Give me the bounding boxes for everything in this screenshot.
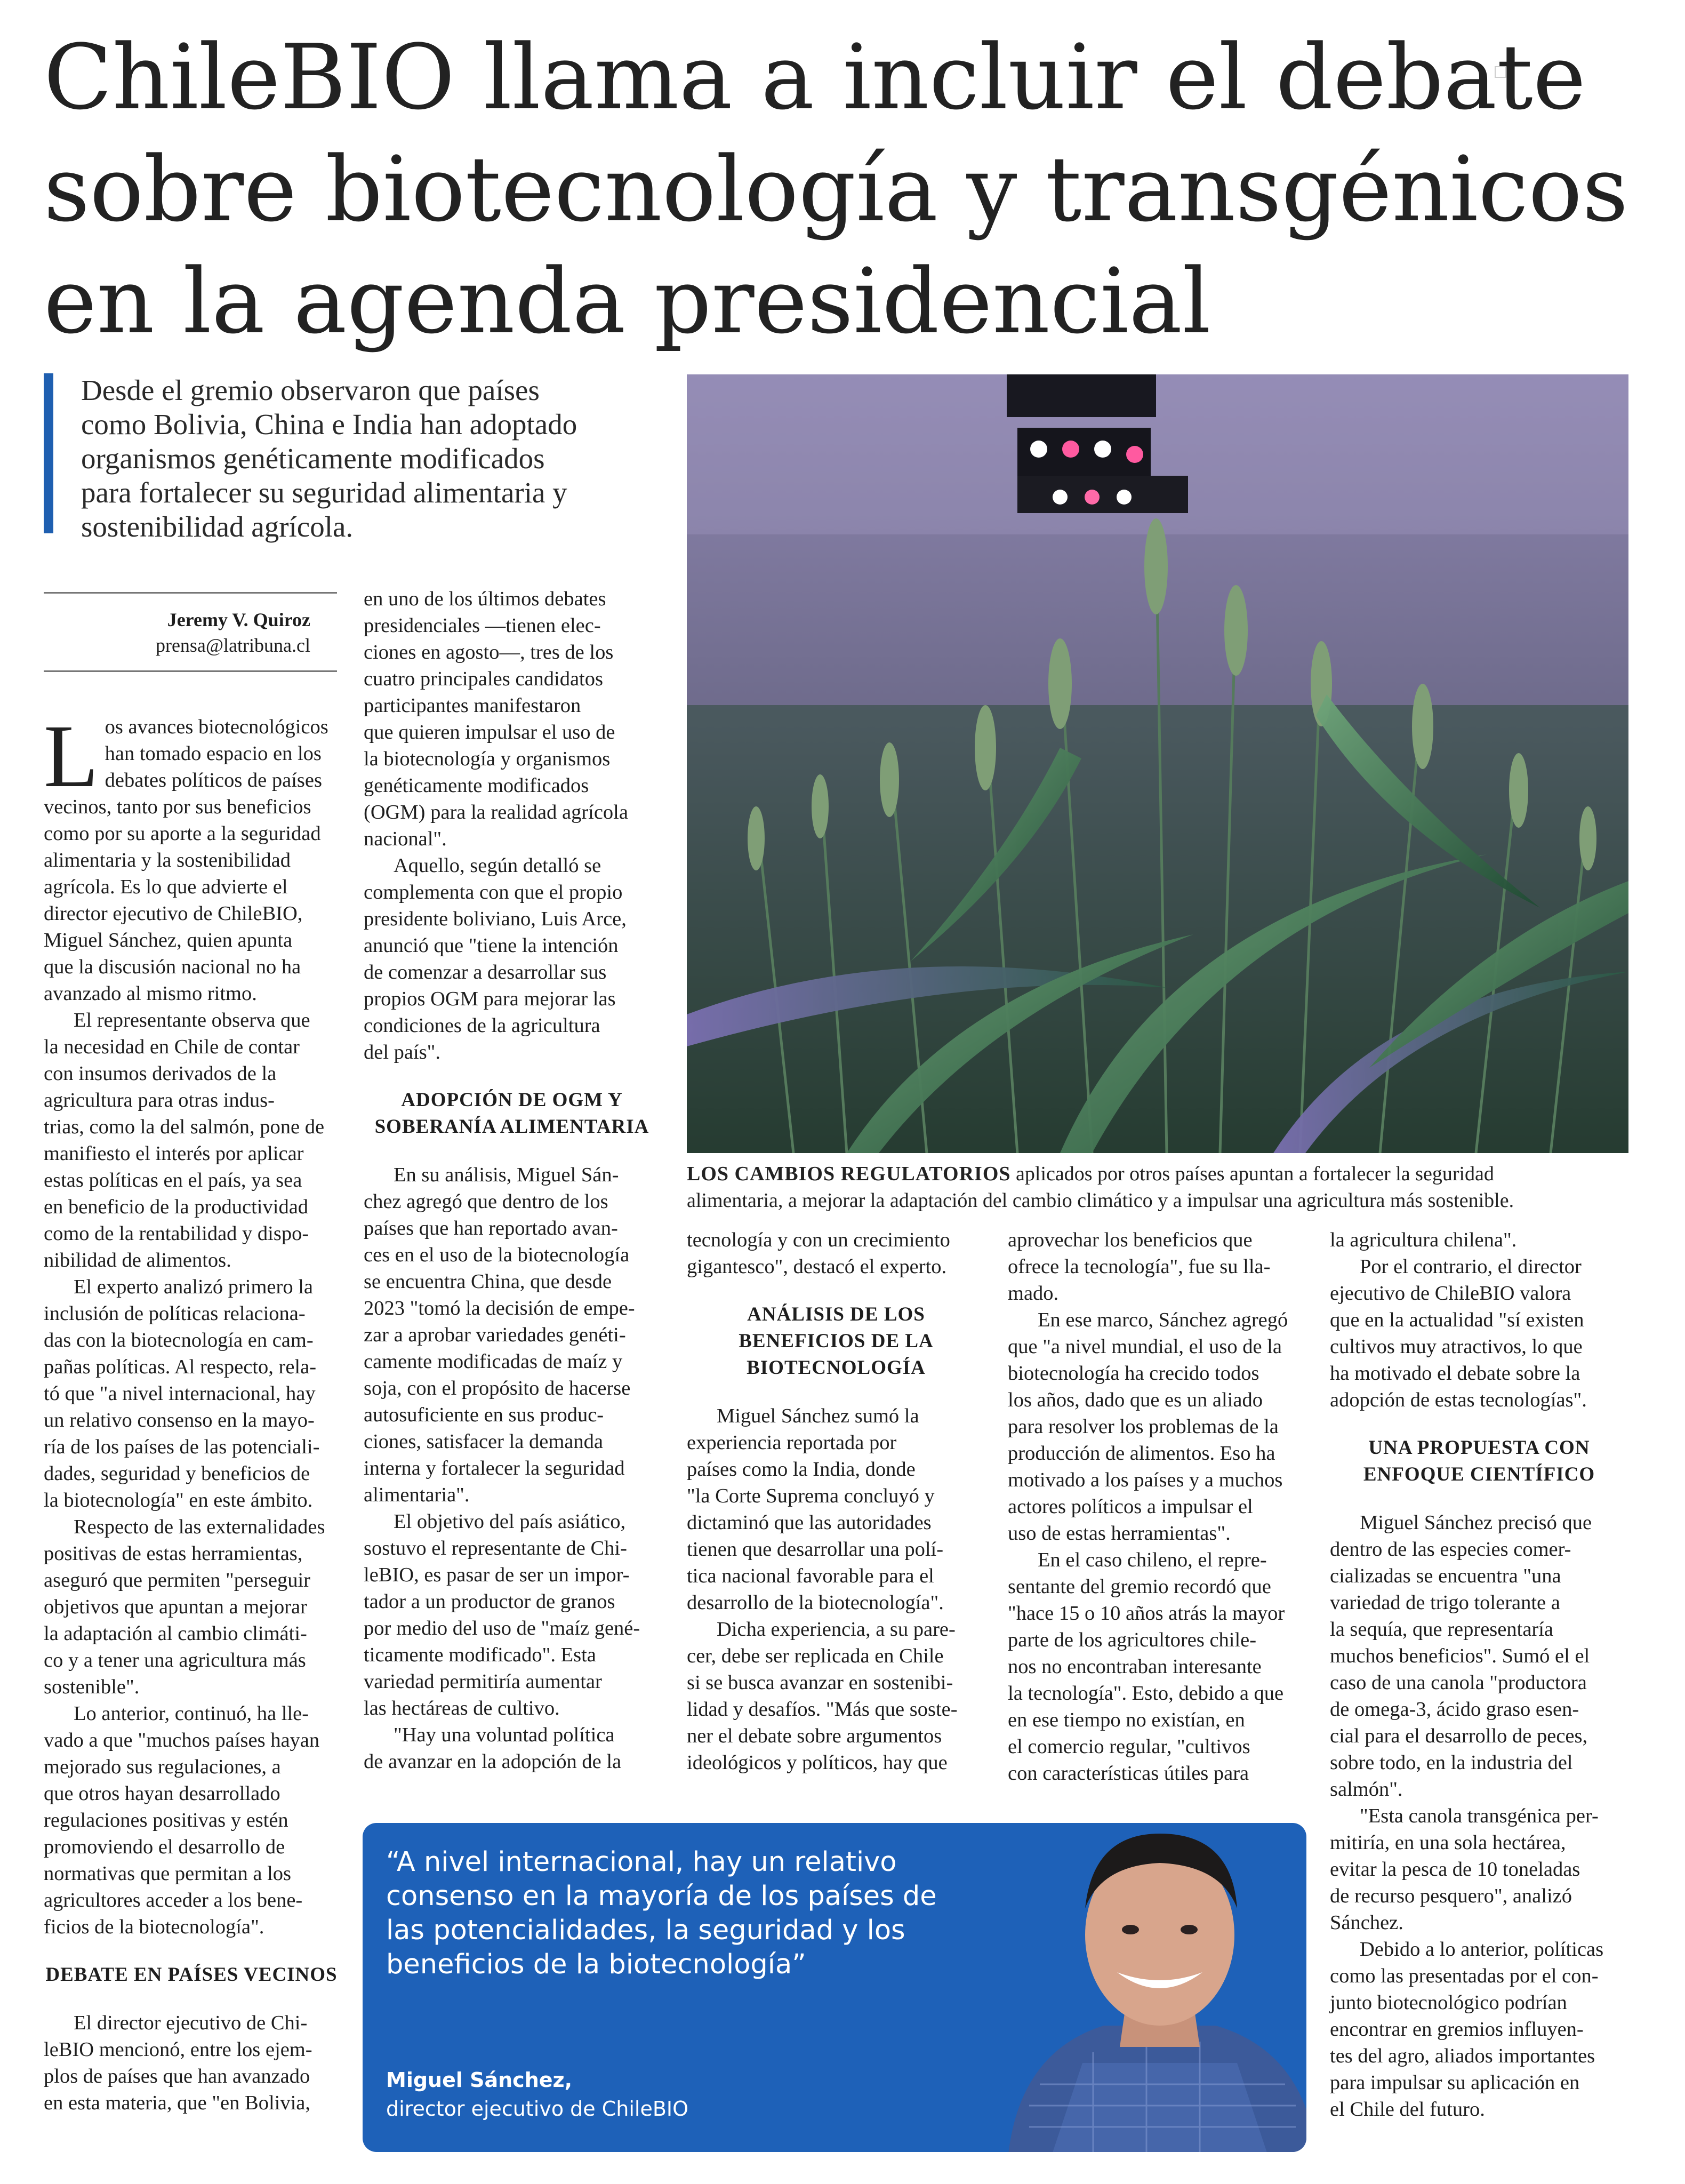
body-line: Lo anterior, continuó, ha lle- [74,1702,309,1725]
section-subhead: ADOPCIÓN DE OGM Y [401,1089,623,1111]
body-line: lidad y desafíos. "Más que soste- [687,1698,958,1721]
wheat-photo [687,374,1628,1153]
quote-line: las potencialidades, la seguridad y los [386,1915,905,1946]
body-line: nacional". [364,828,447,850]
body-line: de avanzar en la adopción de la [364,1750,622,1773]
body-line: nibilidad de alimentos. [44,1249,231,1271]
body-line: para resolver los problemas de la [1008,1415,1279,1438]
body-line: caso de una canola "productora [1330,1671,1587,1694]
portrait-photo [986,1823,1306,2152]
body-line: Miguel Sánchez, quien apunta [44,929,293,951]
body-line: interna y fortalecer la seguridad [364,1457,625,1479]
section-subhead: BENEFICIOS DE LA [739,1330,934,1352]
body-line: Respecto de las externalidades [74,1516,325,1538]
body-line: ejecutivo de ChileBIO valora [1330,1282,1571,1305]
body-line: que quieren impulsar el uso de [364,721,615,743]
body-line: aseguró que permiten "perseguir [44,1569,310,1591]
drop-cap: L [44,707,99,806]
body-line: manifiesto el interés por aplicar [44,1142,304,1165]
headline [44,21,1628,357]
body-line: con insumos derivados de la [44,1062,277,1085]
author-name: Jeremy V. Quiroz [167,609,310,630]
body-line: uso de estas herramientas". [1008,1522,1231,1545]
body-line: motivado a los países y a muchos [1008,1469,1283,1491]
body-line: camente modificadas de maíz y [364,1350,623,1373]
body-line: cializadas se encuentra "una [1330,1565,1561,1587]
body-line: ficios de la biotecnología". [44,1916,264,1938]
body-line: para impulsar su aplicación en [1330,2071,1580,2094]
body-line: en ese tiempo no existían, en [1008,1709,1245,1731]
body-line: ticamente modificado". Esta [364,1644,596,1666]
body-line: biotecnología ha crecido todos [1008,1362,1259,1385]
wheat-illustration [687,374,1628,1153]
body-line: salmón". [1330,1778,1403,1801]
deck-line: Desde el gremio observaron que países [81,374,540,406]
body-line: sobre todo, en la industria del [1330,1751,1573,1774]
body-line: de omega-3, ácido graso esen- [1330,1698,1579,1721]
body-line: co y a tener una agricultura más [44,1649,306,1671]
body-line: las hectáreas de cultivo. [364,1697,560,1719]
body-line: zar a aprobar variedades genéti- [364,1324,626,1346]
spacer [44,1988,339,2010]
quote-line: “A nivel internacional, hay un relativo [386,1846,897,1878]
body-line: sentante del gremio recordó que [1008,1575,1271,1598]
body-line: vado a que "muchos países hayan [44,1729,320,1751]
section-subhead: UNA PROPUESTA CON [1368,1437,1590,1459]
body-line: tes del agro, aliados importantes [1330,2045,1595,2067]
deck-line: para fortalecer su seguridad alimentaria y [81,476,567,509]
body-line: se encuentra China, que desde [364,1270,612,1293]
body-line: anunció que "tiene la intención [364,934,619,957]
body-line: El experto analizó primero la [74,1276,313,1298]
body-line: variedad de trigo tolerante a [1330,1591,1560,1614]
body-line: tienen que desarrollar una polí- [687,1538,944,1561]
column-2 [364,586,660,1775]
spacer [364,1066,660,1087]
spacer [44,1940,339,1962]
body-line: trias, como la del salmón, pone de [44,1116,325,1138]
body-line: la biotecnología y organismos [364,748,611,770]
body-line: En ese marco, Sánchez agregó [1038,1309,1288,1331]
body-line: en uno de los últimos debates [364,588,606,610]
spacer [1330,1413,1628,1435]
headline-line: en la agenda presidencial [44,249,1211,354]
section-subhead: ENFOQUE CIENTÍFICO [1363,1463,1595,1485]
body-line: mitiría, en una sola hectárea, [1330,1831,1566,1854]
body-line: propios OGM para mejorar las [364,988,616,1010]
body-line: adopción de estas tecnologías". [1330,1389,1587,1411]
body-line: mejorado sus regulaciones, a [44,1756,281,1778]
body-line: (OGM) para la realidad agrícola [364,801,628,823]
body-line: "la Corte Suprema concluyó y [687,1485,935,1507]
body-line: la agricultura chilena". [1330,1229,1517,1251]
body-line: Por el contrario, el director [1360,1255,1582,1278]
spacer [687,1381,985,1403]
body-line: con características útiles para [1008,1762,1249,1785]
deck-line: sostenibilidad agrícola. [81,510,354,543]
body-line: leBIO mencionó, entre los ejem- [44,2038,312,2061]
headline-line: sobre biotecnología y transgénicos [44,137,1628,242]
body-line: que la discusión nacional no ha [44,956,301,978]
body-line: director ejecutivo de ChileBIO, [44,902,303,925]
body-line: debates políticos de países [105,769,322,791]
body-line: parte de los agricultores chile- [1008,1629,1257,1651]
section-subhead: DEBATE EN PAÍSES VECINOS [45,1964,338,1986]
body-line: vecinos, tanto por sus beneficios [44,796,311,818]
body-line: el Chile del futuro. [1330,2098,1485,2121]
body-line: autosuficiente en sus produc- [364,1404,604,1426]
body-line: si se busca avanzar en sostenibi- [687,1671,953,1694]
headline-line: ChileBIO llama a incluir el debate [44,25,1586,130]
caption-line: alimentaria, a mejorar la adaptación del cambio climático y a impulsar una agricultura más sostenible. [687,1189,1514,1212]
body-line: Miguel Sánchez sumó la [717,1405,919,1427]
body-line: tecnología y con un crecimiento [687,1229,950,1251]
column-1 [44,707,339,2116]
body-line: El objetivo del país asiático, [394,1510,626,1533]
column-3 [687,1227,985,1776]
body-line: inclusión de políticas relaciona- [44,1302,306,1325]
body-line: objetivos que apuntan a mejorar [44,1596,307,1618]
body-line: la adaptación al cambio climáti- [44,1622,307,1645]
section-subhead: BIOTECNOLOGÍA [747,1357,926,1379]
body-line: cuatro principales candidatos [364,668,603,690]
body-line: los años, dado que es un aliado [1008,1389,1263,1411]
body-line: "Hay una voluntad política [394,1724,615,1746]
body-line: aprovechar los beneficios que [1008,1229,1253,1251]
body-line: cultivos muy atractivos, lo que [1330,1335,1583,1358]
caption-line [687,1161,1641,1187]
body-line: muchos beneficios". Sumó el el [1330,1645,1590,1667]
body-line: del país". [364,1041,441,1063]
body-line: como las presentadas por el con- [1330,1965,1599,1987]
body-line: El director ejecutivo de Chi- [74,2012,308,2034]
body-line: experiencia reportada por [687,1431,897,1454]
column-5 [1330,1227,1628,2123]
column-4 [1008,1227,1306,1787]
body-line: tó que "a nivel internacional, hay [44,1382,316,1405]
body-line: como por su aporte a la seguridad [44,822,321,845]
body-line: la sequía, que representaría [1330,1618,1554,1641]
body-line: alimentaria". [364,1484,470,1506]
body-line: chez agregó que dentro de los [364,1190,608,1213]
body-line: 2023 "tomó la decisión de empe- [364,1297,635,1319]
body-line: que otros hayan desarrollado [44,1782,280,1805]
body-line: estas políticas en el país, ya sea [44,1169,302,1191]
body-line: El representante observa que [74,1009,310,1031]
body-line: plos de países que han avanzado [44,2065,310,2087]
body-line: ideológicos y políticos, hay que [687,1751,948,1774]
spacer [1330,1488,1628,1509]
body-line: la tecnología". Esto, debido a que [1008,1682,1284,1705]
body-line: agricultura para otras indus- [44,1089,275,1111]
body-line: que en la actualidad "sí existen [1330,1309,1584,1331]
body-line: en esta materia, que "en Bolivia, [44,2092,310,2114]
body-line: ces en el uso de la biotecnología [364,1244,630,1266]
pull-quote [386,1845,999,1982]
body-line: el comercio regular, "cultivos [1008,1735,1250,1758]
body-line: mado. [1008,1282,1059,1305]
body-line: un relativo consenso en la mayo- [44,1409,315,1431]
body-line: evitar la pesca de 10 toneladas [1330,1858,1580,1881]
deck-line: organismos genéticamente modificados [81,442,545,475]
body-line: encontrar en gremios influyen- [1330,2018,1584,2041]
body-line: de recurso pesquero", analizó [1330,1885,1572,1907]
spacer [687,1280,985,1301]
body-line: Sánchez. [1330,1911,1403,1934]
section-subhead: ANÁLISIS DE LOS [747,1303,925,1325]
body-line: promoviendo el desarrollo de [44,1836,285,1858]
body-line: tador a un productor de granos [364,1590,615,1613]
body-line: "hace 15 o 10 años atrás la mayor [1008,1602,1285,1625]
body-line: complementa con que el propio [364,881,623,903]
body-line: la necesidad en Chile de contar [44,1036,300,1058]
deck-line: como Bolivia, China e India han adoptado [81,408,577,441]
body-line: junto biotecnológico podrían [1330,1991,1567,2014]
body-line: presidente boliviano, Luis Arce, [364,908,627,930]
body-line: dades, seguridad y beneficios de [44,1462,310,1485]
body-line: producción de alimentos. Eso ha [1008,1442,1275,1465]
body-line: ciones, satisfacer la demanda [364,1430,603,1453]
body-line: países que han reportado avan- [364,1217,618,1239]
body-line: variedad permitiría aumentar [364,1670,602,1693]
body-line: sostuvo el representante de Chi- [364,1537,627,1559]
body-line: "Esta canola transgénica per- [1360,1805,1599,1827]
body-line: leBIO, es pasar de ser un impor- [364,1564,630,1586]
byline [44,592,337,672]
body-line: la biotecnología" en este ámbito. [44,1489,313,1511]
caption-lead: LOS CAMBIOS REGULATORIOS [687,1163,1011,1185]
body-line: Dicha experiencia, a su pare- [717,1618,956,1641]
body-line: ofrece la tecnología", fue su lla- [1008,1255,1271,1278]
body-line: de comenzar a desarrollar sus [364,961,607,983]
body-line: positivas de estas herramientas, [44,1542,303,1565]
body-line: En el caso chileno, el repre- [1038,1549,1267,1571]
photo-caption [687,1161,1641,1214]
body-line: Miguel Sánchez precisó que [1360,1511,1592,1534]
body-line: ner el debate sobre argumentos [687,1725,942,1747]
body-line: presidenciales —tienen elec- [364,614,601,637]
body-line: normativas que permitan a los [44,1862,292,1885]
body-line: cer, debe ser replicada en Chile [687,1645,944,1667]
body-line: regulaciones positivas y estén [44,1809,288,1831]
body-line: alimentaria y la sostenibilidad [44,849,291,871]
quote-line: beneficios de la biotecnología” [386,1949,806,1980]
body-line: genéticamente modificados [364,774,589,797]
body-line: desarrollo de la biotecnología". [687,1591,944,1614]
body-line: tica nacional favorable para el [687,1565,934,1587]
body-line: Debido a lo anterior, políticas [1360,1938,1604,1961]
body-line: ciones en agosto—, tres de los [364,641,614,663]
author-email[interactable]: prensa@latribuna.cl [155,635,310,656]
body-line: países como la India, donde [687,1458,916,1481]
quote-line: consenso en la mayoría de los países de [386,1881,937,1912]
body-line: En su análisis, Miguel Sán- [394,1164,619,1186]
body-line: han tomado espacio en los [105,742,322,765]
body-line: soja, con el propósito de hacerse [364,1377,631,1399]
body-line: como de la rentabilidad y dispo- [44,1222,309,1245]
body-line: ría de los países de las potenciali- [44,1436,320,1458]
body-line: en beneficio de la productividad [44,1196,309,1218]
body-line: dictaminó que las autoridades [687,1511,932,1534]
pull-quote-box [363,1823,1306,2152]
article-deck [44,373,641,543]
body-line: dentro de las especies comer- [1330,1538,1571,1561]
body-line: condiciones de la agricultura [364,1014,600,1037]
section-subhead: SOBERANÍA ALIMENTARIA [374,1116,649,1138]
body-line: que "a nivel mundial, el uso de la [1008,1335,1282,1358]
quote-attribution-name: Miguel Sánchez, [386,2068,573,2092]
caption-text: aplicados por otros países apuntan a fortalecer la seguridad [1010,1163,1494,1185]
body-line: pañas políticas. Al respecto, rela- [44,1356,317,1378]
body-line: agricultores acceder a los bene- [44,1889,303,1911]
body-line: nos no encontraban interesante [1008,1655,1262,1678]
quote-attribution-role: director ejecutivo de ChileBIO [386,2097,689,2121]
body-line: cial para el desarrollo de peces, [1330,1725,1588,1747]
body-line: actores políticos a impulsar el [1008,1495,1253,1518]
body-line: os avances biotecnológicos [105,716,328,738]
corner-mark-icon [1495,66,1506,78]
body-line: Aquello, según detalló se [394,854,601,877]
body-line: das con la biotecnología en cam- [44,1329,314,1351]
body-line: por medio del uso de "maíz gené- [364,1617,640,1639]
body-line: participantes manifestaron [364,694,581,717]
spacer [364,1140,660,1162]
body-line: ha motivado el debate sobre la [1330,1362,1580,1385]
body-line: avanzado al mismo ritmo. [44,982,257,1005]
body-line: agrícola. Es lo que advierte el [44,876,288,898]
body-line: sostenible". [44,1676,140,1698]
body-line: gigantesco", destacó el experto. [687,1255,947,1278]
